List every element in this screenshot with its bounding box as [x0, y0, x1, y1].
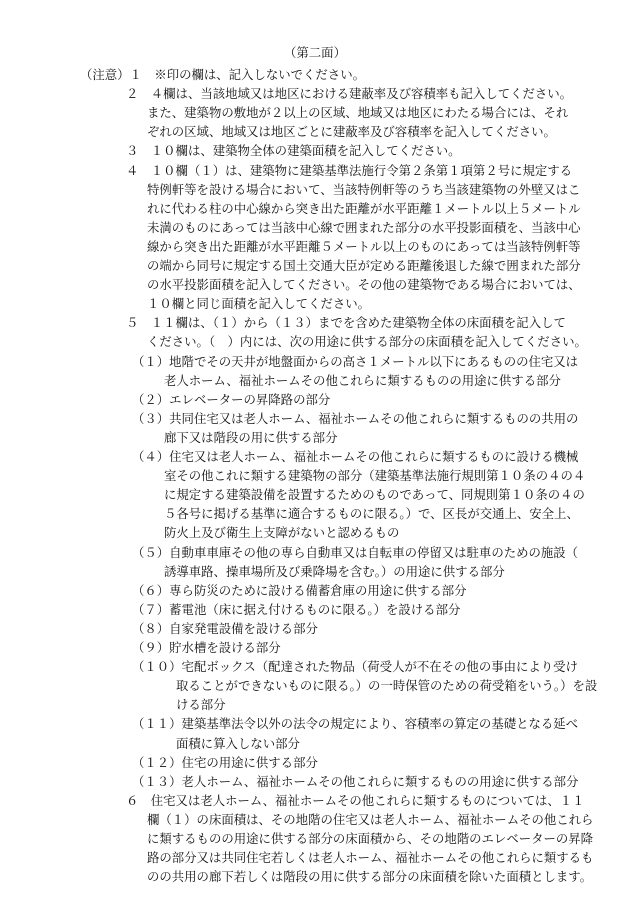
note-line: 路の部分又は共同住宅若しくは老人ホーム、福祉ホームその他これらに類するも [147, 850, 594, 866]
note-line: （１２）住宅の用途に供する部分 [132, 754, 318, 770]
note-line: れに代わる柱の中心線から突き出た距離が水平距離１メートル以上５メートル [147, 200, 581, 216]
note-line: ６ 住宅又は老人ホーム、福祉ホームその他これらに類するものについては、１１ [126, 792, 585, 808]
note-line: （注意）１ ※印の欄は、記入しないでください。 [80, 67, 365, 82]
note-line: １０欄と同じ面積を記入してください。 [147, 296, 371, 312]
note-line: （１３）老人ホーム、福祉ホームその他これらに類するものの用途に供する部分 [132, 773, 579, 789]
note-line: の水平投影面積を記入してください。その他の建築物である場合においては、 [147, 277, 581, 293]
note-line: （８）自家発電設備を設ける部分 [132, 620, 318, 636]
note-line: （２）エレベーターの昇降路の部分 [132, 391, 331, 407]
note-line: ください。（ ）内には、次の用途に供する部分の床面積を記入してください。 [147, 334, 587, 350]
note-line: （４）住宅又は老人ホーム、福祉ホームその他これらに類するものに設ける機械 [132, 449, 579, 464]
note-line: 防火上及び衛生上支障がないと認めるもの [164, 525, 400, 541]
note-line: ける部分 [176, 697, 226, 713]
note-line: ３ １０欄は、建築物全体の建築面積を記入してください。 [126, 143, 461, 159]
note-line: 取ることができないものに限る。）の一時保管のための荷受箱をいう。）を設 [176, 678, 598, 694]
note-line: に類するものの用途に供する部分の床面積から、その地階のエレベーターの昇降 [147, 831, 594, 846]
note-line: に規定する建築設備を設置するためのものであって、同規則第１０条の４の [164, 487, 585, 503]
note-line: 室その他これに類する建築物の部分（建築基準法施行規則第１０条の４の４ [164, 468, 586, 484]
note-line: のの共用の廊下若しくは階段の用に供する部分の床面積を除いた面積とします。 [147, 869, 593, 885]
note-line: 廊下又は階段の用に供する部分 [164, 429, 338, 445]
page-title: （第二面） [284, 45, 346, 60]
note-line: ２ ４欄は、当該地域又は地区における建蔽率及び容積率も記入してください。 [126, 86, 573, 102]
note-line: ５ １１欄は、（１）から（１３）までを含めた建築物全体の床面積を記入して [126, 315, 566, 331]
note-line: の端から同号に規定する国土交通大臣が定める距離後退した線で囲まれた部分 [147, 258, 581, 273]
note-line: 未満のものにあっては当該中心線で囲まれた部分の水平投影面積を、当該中心 [147, 219, 581, 235]
note-line: （１１）建築基準法令以外の法令の規定により、容積率の算定の基礎となる延べ [132, 716, 579, 732]
note-line: ４ １０欄（１）は、建築物に建築基準法施行令第２条第１項第２号に規定する [126, 162, 573, 178]
note-line: （３）共同住宅又は老人ホーム、福祉ホームその他これらに類するものの共用の [132, 410, 579, 426]
note-line: 欄（１）の床面積は、その地階の住宅又は老人ホーム、福祉ホームその他これら [147, 811, 594, 827]
note-line: （７）蓄電池（床に据え付けるものに限る。）を設ける部分 [132, 601, 461, 617]
note-line: 誘導車路、操車場所及び乗降場を含む。）の用途に供する部分 [164, 563, 505, 579]
note-line: 老人ホーム、福祉ホームその他これらに類するものの用途に供する部分 [164, 372, 561, 388]
note-line: （１）地階でその天井が地盤面からの高さ１メートル以下にあるものの住宅又は [132, 353, 579, 369]
note-line: 線から突き出た距離が水平距離５メートル以上のものにあっては当該特例軒等 [147, 238, 581, 254]
note-line: （１０）宅配ボックス（配達された物品（荷受人が不在その他の事由により受け [132, 659, 578, 675]
note-line: （６）専ら防災のために設ける備蓄倉庫の用途に供する部分 [132, 582, 467, 598]
note-line: （９）貯水槽を設ける部分 [132, 640, 281, 655]
note-line: ５各号に掲げる基準に適合するものに限る。）で、区長が交通上、安全上、 [164, 506, 579, 522]
note-line: （５）自動車車庫その他の専ら自動車又は自転車の停留又は駐車のための施設（ [132, 544, 579, 560]
note-line: また、建築物の敷地が２以上の区域、地域又は地区にわたる場合には、それ [147, 105, 569, 121]
note-line: 特例軒等を設ける場合において、当該特例軒等のうち当該建築物の外壁又はこ [147, 181, 581, 197]
note-line: 面積に算入しない部分 [176, 735, 300, 751]
note-line: ぞれの区域、地域又は地区ごとに建蔽率及び容積率を記入してください。 [147, 124, 556, 140]
